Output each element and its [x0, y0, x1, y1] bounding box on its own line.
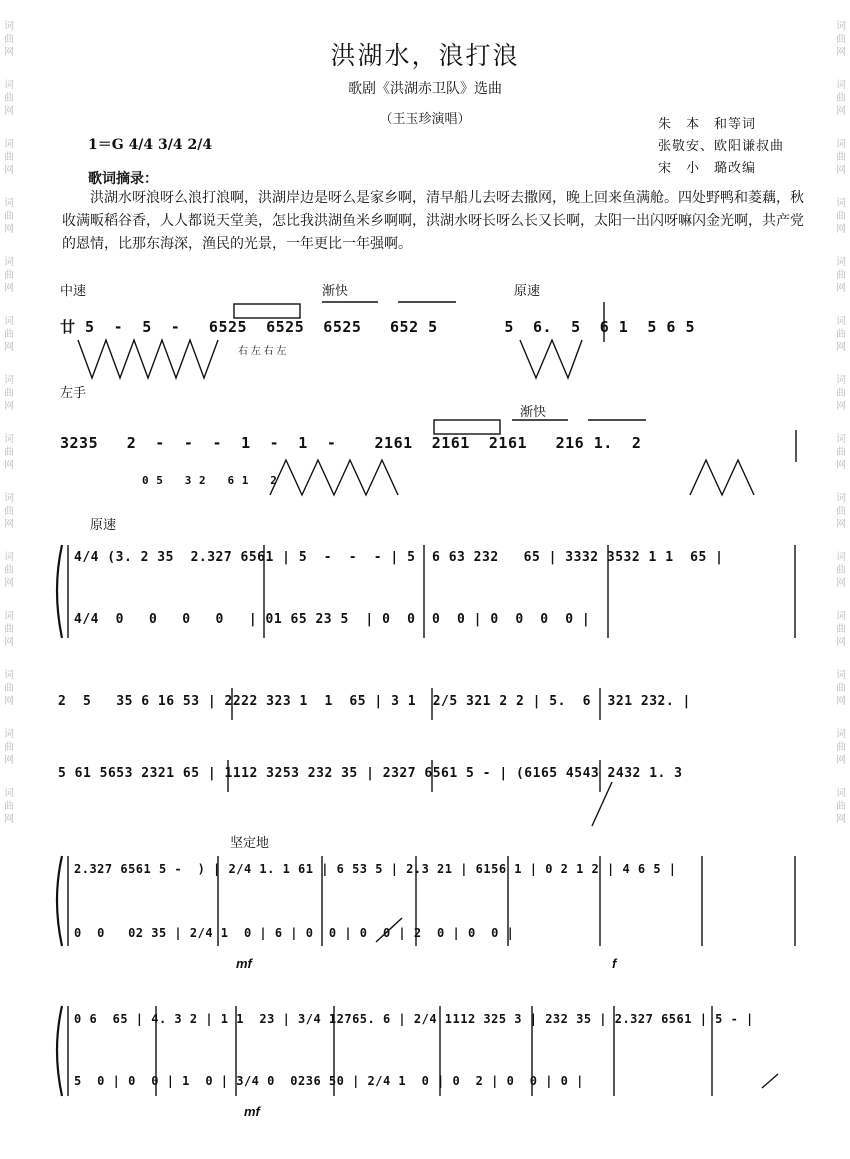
watermark-glyph: 曲 — [836, 683, 846, 694]
watermark-glyph: 词 — [4, 434, 14, 445]
watermark-glyph: 词 — [836, 493, 846, 504]
dynamic-mf-2: mf — [244, 1104, 260, 1119]
watermark-glyph: 词 — [836, 611, 846, 622]
notation-row-2: 3235 2 - - - 1 - 1 - 2161 2161 2161 216 1. 2 — [60, 434, 642, 452]
watermark-glyph: 词 — [836, 670, 846, 681]
watermark-glyph: 网 — [836, 755, 846, 766]
watermark-glyph: 词 — [4, 493, 14, 504]
watermark-glyph: 网 — [836, 283, 846, 294]
watermark-glyph: 曲 — [4, 152, 14, 163]
watermark-glyph: 网 — [4, 106, 14, 117]
fingering-marking: 右 左 右 左 — [238, 346, 287, 357]
left-hand-marking: 左手 — [60, 385, 87, 400]
watermark-glyph: 网 — [836, 106, 846, 117]
watermark-glyph: 词 — [4, 316, 14, 327]
watermark-glyph: 曲 — [836, 270, 846, 281]
dynamic-mf-1: mf — [236, 956, 252, 971]
watermark-glyph: 网 — [4, 283, 14, 294]
watermark-glyph: 词 — [4, 552, 14, 563]
watermark-glyph: 曲 — [836, 388, 846, 399]
notation-row-4: 2 5 35 6 16 53 | 2222 323 1 1 65 | 3 1 2/5 321 2 2 | 5. 6 321 232. | — [58, 694, 691, 709]
zigzag-arrows-4 — [690, 460, 754, 495]
watermark-glyph: 词 — [4, 611, 14, 622]
performer-credit: （王玉珍演唱） — [379, 112, 471, 127]
tempo-return-marking-2: 原速 — [90, 517, 117, 532]
watermark-glyph: 曲 — [4, 270, 14, 281]
watermark-glyph: 词 — [836, 316, 846, 327]
notation-row-1: 廿 5 - 5 - 6525 6525 6525 652 5 5 6. 5 6 1 5 6 5 — [60, 318, 695, 336]
watermark-glyph: 网 — [836, 519, 846, 530]
watermark-glyph: 词 — [836, 434, 846, 445]
watermark-glyph: 网 — [4, 814, 14, 825]
watermark-glyph: 曲 — [836, 93, 846, 104]
watermark-glyph: 网 — [4, 578, 14, 589]
bracket-box-2 — [434, 420, 500, 434]
composer-credit: 张敬安、欧阳谦叔曲 — [658, 139, 785, 154]
watermark-glyph: 曲 — [836, 801, 846, 812]
watermark-glyph: 曲 — [4, 506, 14, 517]
watermark-glyph: 曲 — [4, 388, 14, 399]
notation-row-6-upper: 2.327 6561 5 - ) | 2/4 1. 1 61 | 6 53 5 | 2.3 21 | 6156 1 | 0 2 1 2 | 4 6 5 | — [74, 862, 677, 876]
watermark-glyph: 网 — [836, 637, 846, 648]
watermark-glyph: 曲 — [4, 683, 14, 694]
watermark-glyph: 曲 — [836, 447, 846, 458]
watermark-glyph: 网 — [836, 460, 846, 471]
watermark-glyph: 词 — [4, 375, 14, 386]
watermark-glyph: 曲 — [836, 152, 846, 163]
watermark-glyph: 词 — [836, 729, 846, 740]
watermark-glyph: 曲 — [836, 742, 846, 753]
watermark-glyph: 曲 — [4, 329, 14, 340]
watermark-glyph: 词 — [4, 198, 14, 209]
watermark-glyph: 词 — [836, 257, 846, 268]
notation-row-6-lower: 0 0 02 35 | 2/4 1 0 | 6 | 0 0 | 0 0 | 2 0 | 0 0 | — [74, 926, 515, 940]
watermark-glyph: 网 — [4, 342, 14, 353]
watermark-glyph: 网 — [836, 165, 846, 176]
watermark-glyph: 网 — [4, 696, 14, 707]
watermark-glyph: 曲 — [836, 329, 846, 340]
tempo-marking: 中速 — [60, 283, 87, 298]
song-title: 洪湖水，浪打浪 — [330, 41, 520, 70]
dynamic-f: f — [612, 956, 617, 971]
notation-row-3-upper: 4/4 (3. 2 35 2.327 6561 | 5 - - - | 5 6 63 232 65 | 3332 3532 1 1 65 | — [74, 550, 724, 565]
watermark-glyph: 网 — [836, 696, 846, 707]
watermark-glyph: 网 — [4, 460, 14, 471]
watermark-glyph: 曲 — [836, 506, 846, 517]
zigzag-arrows-2 — [520, 340, 582, 378]
song-subtitle: 歌剧《洪湖赤卫队》选曲 — [348, 81, 502, 97]
watermark-glyph: 曲 — [4, 34, 14, 45]
arranger-credit: 宋 小 璐改编 — [658, 161, 757, 176]
watermark-glyph: 曲 — [4, 801, 14, 812]
watermark-glyph: 词 — [836, 788, 846, 799]
watermark-glyph: 曲 — [4, 211, 14, 222]
watermark-glyph: 词 — [836, 375, 846, 386]
watermark-glyph: 词 — [836, 552, 846, 563]
notation-row-5: 5 61 5653 2321 65 | 1112 3253 232 35 | 2327 6561 5 - | (6165 4543 2432 1. 3 — [58, 766, 683, 781]
watermark-glyph: 曲 — [836, 211, 846, 222]
notation-row-2-lower: 0 5 3 2 6 1 2 — [142, 474, 278, 487]
zigzag-arrows-3 — [270, 460, 398, 495]
watermark-glyph: 词 — [4, 729, 14, 740]
watermark-glyph: 词 — [4, 21, 14, 32]
watermark-glyph: 曲 — [4, 565, 14, 576]
notation-row-7-upper: 0 6 65 | 4. 3 2 | 1 1 23 | 3/4 12765. 6 | 2/4 1112 325 3 | 232 35 | 2.327 6561 | 5 - | — [74, 1012, 754, 1026]
watermark-glyph: 网 — [4, 401, 14, 412]
watermark-glyph: 词 — [4, 80, 14, 91]
watermark-glyph: 曲 — [836, 34, 846, 45]
watermark-glyph: 网 — [836, 401, 846, 412]
watermark-glyph: 曲 — [836, 624, 846, 635]
watermark-glyph: 网 — [4, 224, 14, 235]
firmly-marking: 坚定地 — [230, 835, 270, 850]
watermark-glyph: 词 — [4, 139, 14, 150]
watermark-glyph: 词 — [4, 670, 14, 681]
watermark-glyph: 网 — [836, 47, 846, 58]
watermark-glyph: 网 — [4, 165, 14, 176]
watermark-glyph: 曲 — [4, 624, 14, 635]
accelerando-marking: 渐快 — [322, 283, 349, 298]
watermark-glyph: 曲 — [4, 447, 14, 458]
tempo-return-marking: 原速 — [514, 283, 541, 298]
watermark-glyph: 网 — [836, 578, 846, 589]
zigzag-arrows-1 — [78, 340, 218, 378]
watermark-glyph: 网 — [836, 342, 846, 353]
watermark-glyph: 词 — [4, 788, 14, 799]
watermark-glyph: 曲 — [836, 565, 846, 576]
notation-row-7-lower: 5 0 | 0 0 | 1 0 | 3/4 0 0236 50 | 2/4 1 0 | 0 2 | 0 0 | 0 | — [74, 1074, 584, 1088]
watermark-glyph: 词 — [836, 21, 846, 32]
key-signature: 1＝G 4/4 3/4 2/4 — [88, 137, 213, 153]
watermark-glyph: 曲 — [4, 742, 14, 753]
watermark-glyph: 词 — [836, 198, 846, 209]
watermark-glyph: 网 — [836, 224, 846, 235]
watermark-glyph: 曲 — [4, 93, 14, 104]
watermark-glyph: 网 — [4, 519, 14, 530]
lyrics-heading: 歌词摘录： — [88, 171, 158, 187]
lyrics-text: 洪湖水呀浪呀么浪打浪啊，洪湖岸边是呀么是家乡啊，清早船儿去呀去撒网，晚上回来鱼满舱。四处野鸭和菱藕，秋收满畈稻谷香，人人都说天堂美，怎比我洪湖鱼米乡啊啊，洪湖水呀长呀么长又长啊，太阳一出闪呀嘛闪金光啊，共产党的恩情，比那东海深，渔民的光景，一年更比一年强啊。 — [62, 190, 804, 252]
watermark-glyph: 词 — [836, 80, 846, 91]
notation-row-3-lower: 4/4 0 0 0 0 | 01 65 23 5 | 0 0 0 0 | 0 0 0 0 | — [74, 612, 591, 627]
watermark-glyph: 网 — [4, 637, 14, 648]
lyricist-credit: 朱 本 和等词 — [658, 117, 757, 132]
watermark-glyph: 网 — [836, 814, 846, 825]
accelerando-marking-2: 渐快 — [520, 404, 547, 419]
watermark-glyph: 网 — [4, 47, 14, 58]
watermark-glyph: 词 — [836, 139, 846, 150]
watermark-glyph: 网 — [4, 755, 14, 766]
watermark-glyph: 词 — [4, 257, 14, 268]
